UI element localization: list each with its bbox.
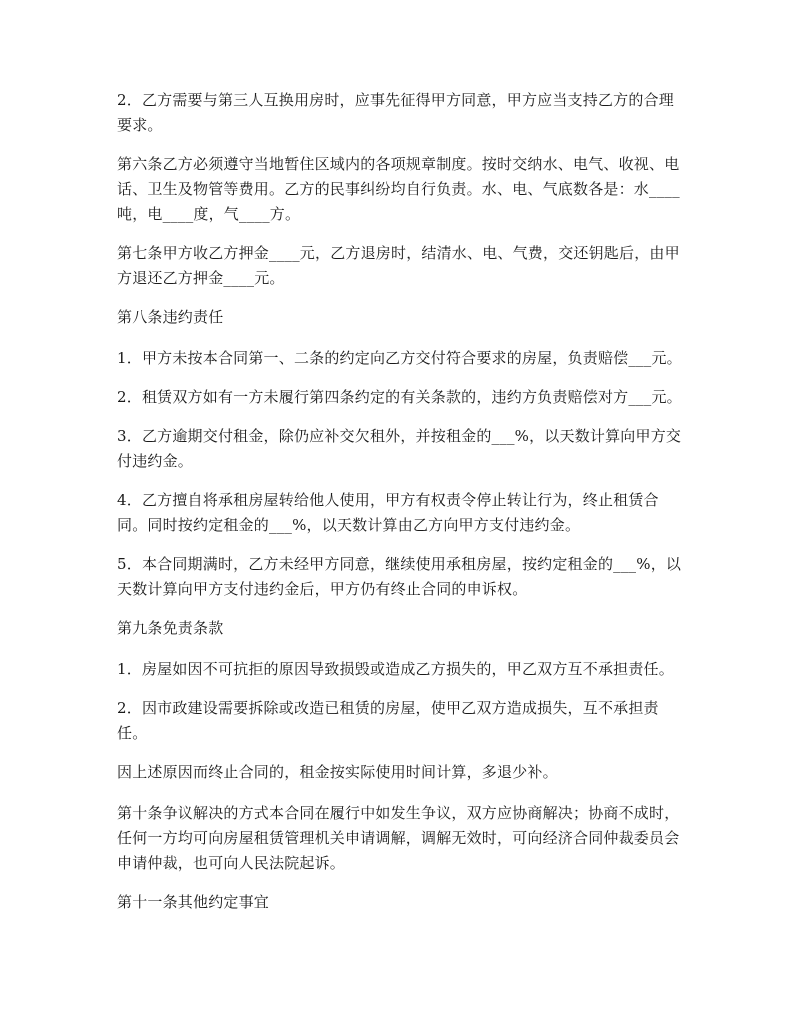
clause-nine-item-1: 1．房屋如因不可抗拒的原因导致损毁或造成乙方损失的，甲乙双方互不承担责任。 <box>117 660 674 678</box>
clause-six-regulations: 第六条乙方必须遵守当地暂住区域内的各项规章制度。按时交纳水、电气、收视、电话、卫生及物管等费用。乙方的民事纠纷均自行负责。水、电、气底数各是：水____吨，电____度，气____方。 <box>117 155 680 223</box>
clause-eight-item-5: 5．本合同期满时，乙方未经甲方同意，继续使用承租房屋，按约定租金的___%，以天数计算向甲方支付违约金后，甲方仍有终止合同的申诉权。 <box>117 555 682 598</box>
clause-nine-note: 因上述原因而终止合同的，租金按实际使用时间计算，多退少补。 <box>117 763 558 781</box>
clause-eight-item-1: 1．甲方未按本合同第一、二条的约定向乙方交付符合要求的房屋，负责赔偿___元。 <box>117 349 682 367</box>
clause-exchange-housing: 2．乙方需要与第三人互换用房时，应事先征得甲方同意，甲方应当支持乙方的合理要求。 <box>117 91 674 134</box>
clause-eleven-heading: 第十一条其他约定事宜 <box>117 893 270 911</box>
clause-eight-item-2: 2．租赁双方如有一方未履行第四条约定的有关条款的，违约方负责赔偿对方___元。 <box>117 388 682 406</box>
document-page <box>117 88 682 931</box>
clause-eight-item-3: 3．乙方逾期交付租金，除仍应补交欠租外，并按租金的___%，以天数计算向甲方交付违约金。 <box>117 427 682 470</box>
clause-seven-deposit: 第七条甲方收乙方押金____元，乙方退房时，结清水、电、气费，交还钥匙后，由甲方退还乙方押金____元。 <box>117 244 680 287</box>
clause-ten-disputes: 第十条争议解决的方式本合同在履行中如发生争议，双方应协商解决；协商不成时，任何一方均可向房屋租赁管理机关申请调解，调解无效时，可向经济合同仲裁委员会申请仲裁，也可向人民法院起诉。 <box>117 804 680 872</box>
clause-eight-item-4: 4．乙方擅自将承租房屋转给他人使用，甲方有权责令停止转让行为，终止租赁合同。同时按约定租金的___%，以天数计算由乙方向甲方支付违约金。 <box>117 491 659 534</box>
clause-nine-item-2: 2．因市政建设需要拆除或改造已租赁的房屋，使甲乙双方造成损失，互不承担责任。 <box>117 699 659 742</box>
clause-nine-heading: 第九条免责条款 <box>117 619 224 637</box>
clause-eight-heading: 第八条违约责任 <box>117 308 224 326</box>
